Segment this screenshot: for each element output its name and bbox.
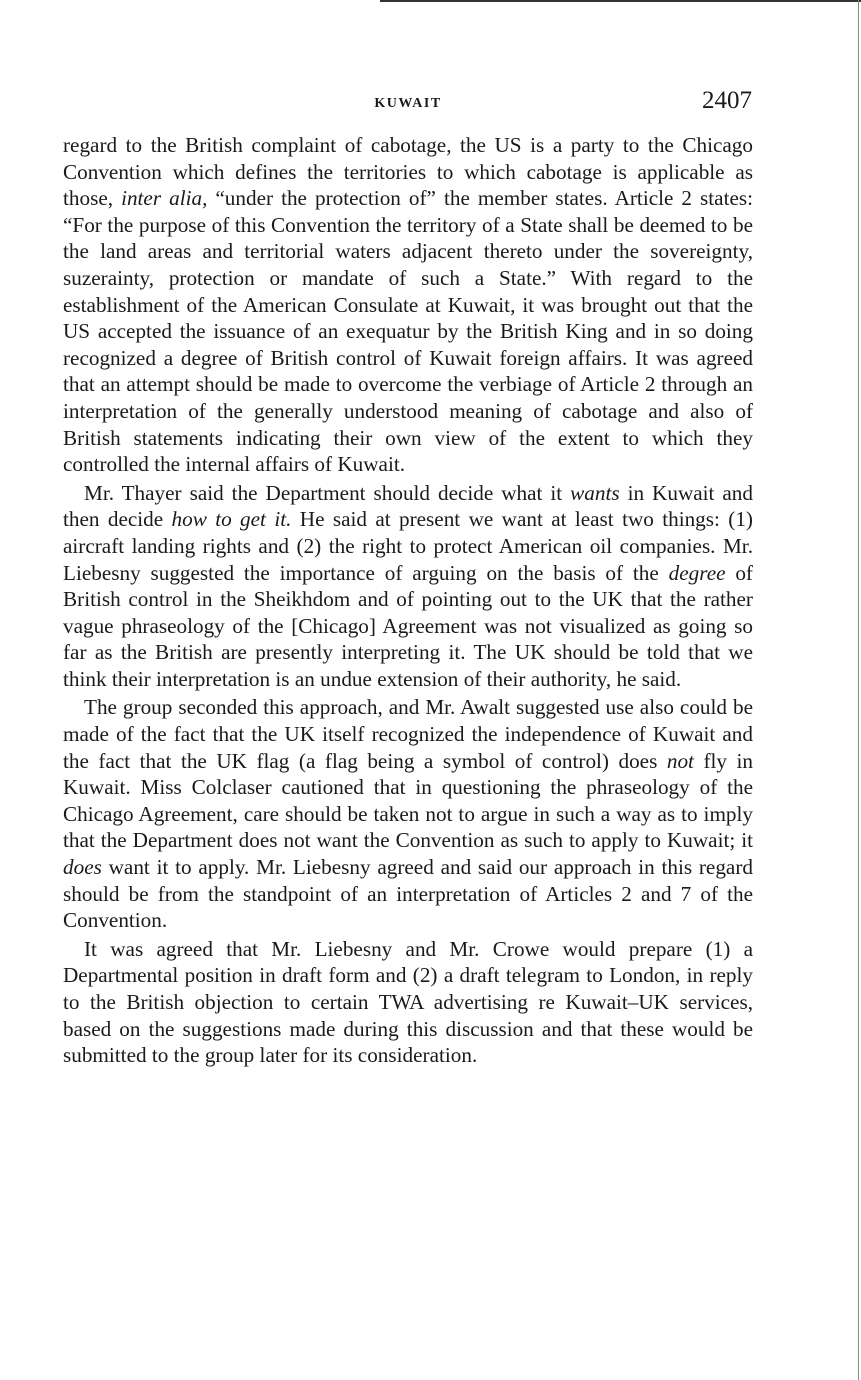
paragraph-3-text-b: fly in Kuwait. Miss Colclaser cautioned that in questioning the phraseology of the Chicago Agreement, care should be taken not to argue in such a way as to imply that the Department does not want the Convention as such to apply to Kuwait; it bbox=[63, 748, 753, 853]
paragraph-1-text-a: regard to the British complaint of cabotage, the US is a party to the Chicago Convention which defines the territories to which cabotage is applicable as those, bbox=[63, 133, 753, 211]
right-border-rule bbox=[858, 0, 859, 1380]
paragraph-2-text-a: Mr. Thayer said the Department should decide what it bbox=[84, 480, 571, 505]
paragraph-3-italic-b: does bbox=[63, 855, 102, 880]
paragraph-2-italic-a: wants bbox=[570, 480, 620, 505]
paragraph-4 bbox=[63, 936, 753, 1069]
paragraph-1-italic-a: inter alia, bbox=[121, 186, 208, 211]
paragraph-4-text-a: It was agreed that Mr. Liebesny and Mr. Crowe would prepare (1) a Departmental position in draft form and (2) a draft telegram to London, in reply to the British objection to certain TWA advertising re Kuwait–UK services, based on the suggestions made during this discussion and that these would be submitted to the group later for its consideration. bbox=[63, 936, 753, 1068]
top-border-rule bbox=[380, 0, 861, 2]
paragraph-2-text-d: of British control in the Sheikhdom and of pointing out to the UK that the rather vague phraseology of the [Chicago] Agreement was not visualized as going so far as the British are presently interpreting it. The UK should be told that we think their interpretation is an undue extension of their authority, he said. bbox=[63, 560, 753, 691]
paragraph-3-text-c: want it to apply. Mr. Liebesny agreed and said our approach in this regard should be from the standpoint of an interpretation of Articles 2 and 7 of the Convention. bbox=[63, 855, 753, 933]
paragraph-2-text-c: He said at present we want at least two things: (1) aircraft landing rights and (2) the right to protect American oil companies. Mr. Liebesny suggested the importance of arguing on the basis of the bbox=[63, 507, 753, 585]
paragraph-3 bbox=[63, 694, 753, 933]
paragraph-2-italic-b: how to get it. bbox=[171, 507, 292, 532]
paragraph-2-italic-c: degree bbox=[668, 560, 726, 585]
running-head: KUWAIT bbox=[374, 96, 442, 111]
paragraph-3-italic-a: not bbox=[666, 748, 694, 773]
page-number: 2407 bbox=[702, 87, 752, 114]
page-header bbox=[64, 86, 752, 120]
paragraph-1-text-b: “under the protection of” the member states. Article 2 states: “For the purpose of this Convention the territory of a State shall be deemed to be the land areas and territorial waters adjacent thereto under the sovereignty, suzerainty, protection or mandate of such a State.” With regard to the establishment of the American Consulate at Kuwait, it was brought out that the US accepted the issuance of an exequatur by the British King and in so doing recognized a degree of British control of Kuwait foreign affairs. It was agreed that an attempt should be made to overcome the verbiage of Article 2 through an interpretation of the generally understood meaning of cabotage and also of British statements indicating their own view of the extent to which they controlled the internal affairs of Kuwait. bbox=[63, 186, 754, 477]
paragraph-2 bbox=[63, 480, 753, 693]
paragraph-3-text-a: The group seconded this approach, and Mr. Awalt suggested use also could be made of the fact that the UK itself recognized the independence of Kuwait and the fact that the UK flag (a flag being a symbol of control) does bbox=[63, 695, 753, 773]
document-body bbox=[63, 132, 753, 1069]
paragraph-2-text-b: in Kuwait and then decide bbox=[63, 480, 753, 532]
paragraph-1 bbox=[63, 132, 753, 478]
